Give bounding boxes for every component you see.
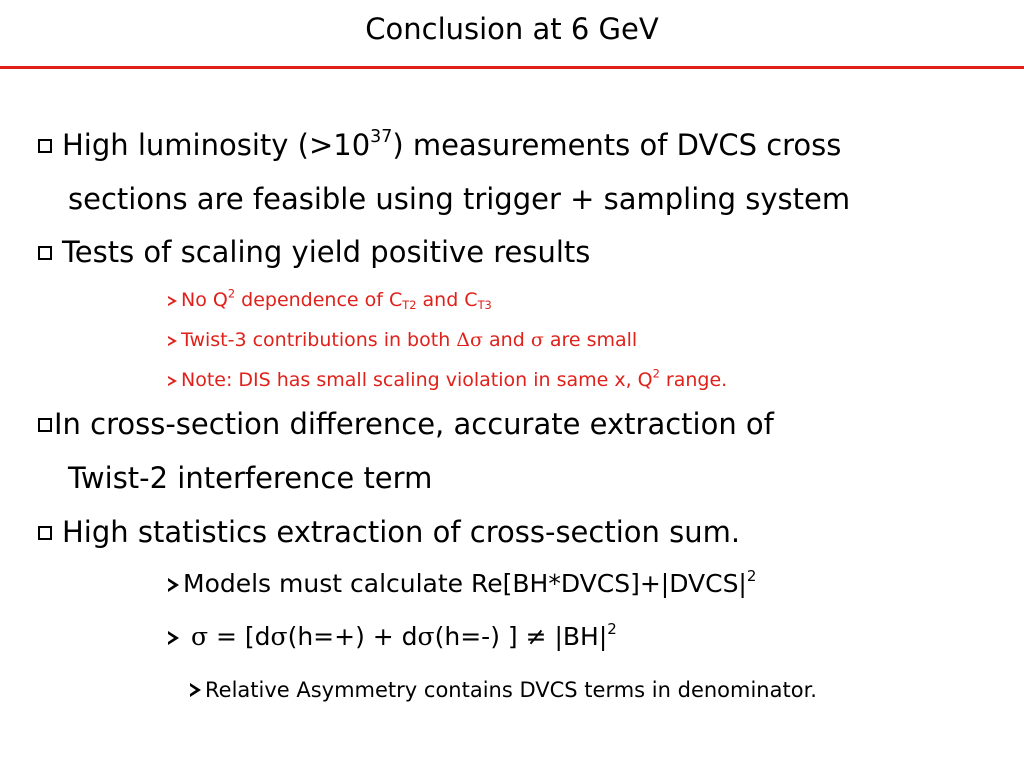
bullet-text: High luminosity (>10 [62,128,371,162]
title-divider [0,66,1024,69]
sub-bullet-text: dependence of C [235,289,403,311]
sub-bullet-no-q2 [168,286,492,312]
subscript: T3 [477,297,492,312]
sub-bullet-text: are small [543,329,638,351]
sub-bullet-models [168,566,757,598]
sub-bullet-text: Relative Asymmetry contains DVCS terms in denominator. [205,678,817,702]
exponent: 37 [370,126,393,147]
greek-symbol: Δσ [456,329,483,351]
sub-bullet-text: range. [659,369,728,391]
exponent: 2 [652,366,660,381]
greek-symbol: σ [190,622,209,651]
sub-bullet-text: Note: DIS has small scaling violation in same x, Q [181,369,653,391]
formula-text: = [d [208,622,271,651]
checkbox-bullet-icon [38,246,52,260]
sub-bullet-text: and [482,329,531,351]
checkbox-bullet-icon [38,139,52,153]
arrow-bullet-icon [168,578,179,592]
bullet-scaling [38,235,590,269]
sub-bullet-dis-note [168,366,728,391]
greek-symbol: σ [417,622,435,651]
arrow-bullet-icon [168,631,179,645]
bullet-luminosity [38,128,841,162]
formula-text: (h=+) + d [287,622,418,651]
sub-bullet-relative-asymmetry [190,678,817,702]
bullet-cross-section-difference-continued: Twist-2 interference term [68,461,433,495]
sub-bullet-twist3 [168,329,637,351]
subscript: T2 [402,297,417,312]
bullet-text: High statistics extraction of cross-section sum. [62,515,741,549]
sub-bullet-text: Models must calculate Re[BH*DVCS]+|DVCS| [183,569,747,598]
bullet-high-statistics [38,515,740,549]
bullet-text: Tests of scaling yield positive results [62,235,591,269]
bullet-text: ) measurements of DVCS cross [392,128,842,162]
arrow-bullet-icon [190,683,201,697]
arrow-bullet-icon [168,296,177,306]
arrow-bullet-icon [168,376,177,386]
checkbox-bullet-icon [38,418,52,432]
bullet-cross-section-difference [38,407,774,441]
exponent: 2 [227,286,236,301]
bullet-text: In cross-section difference, accurate extraction of [54,407,774,441]
formula-text: (h=-) ] ≠ |BH| [434,622,608,651]
sub-bullet-text: and C [416,289,478,311]
greek-symbol: σ [270,622,288,651]
exponent: 2 [746,566,757,585]
sub-bullet-text: Twist-3 contributions in both [181,329,457,351]
arrow-bullet-icon [168,336,177,346]
bullet-luminosity-continued: sections are feasible using trigger + sampling system [68,182,851,216]
greek-symbol: σ [530,329,544,351]
page-title: Conclusion at 6 GeV [365,12,659,46]
exponent: 2 [607,619,617,638]
sub-bullet-text: No Q [181,289,228,311]
checkbox-bullet-icon [38,526,52,540]
sub-bullet-sigma-formula [168,619,617,651]
